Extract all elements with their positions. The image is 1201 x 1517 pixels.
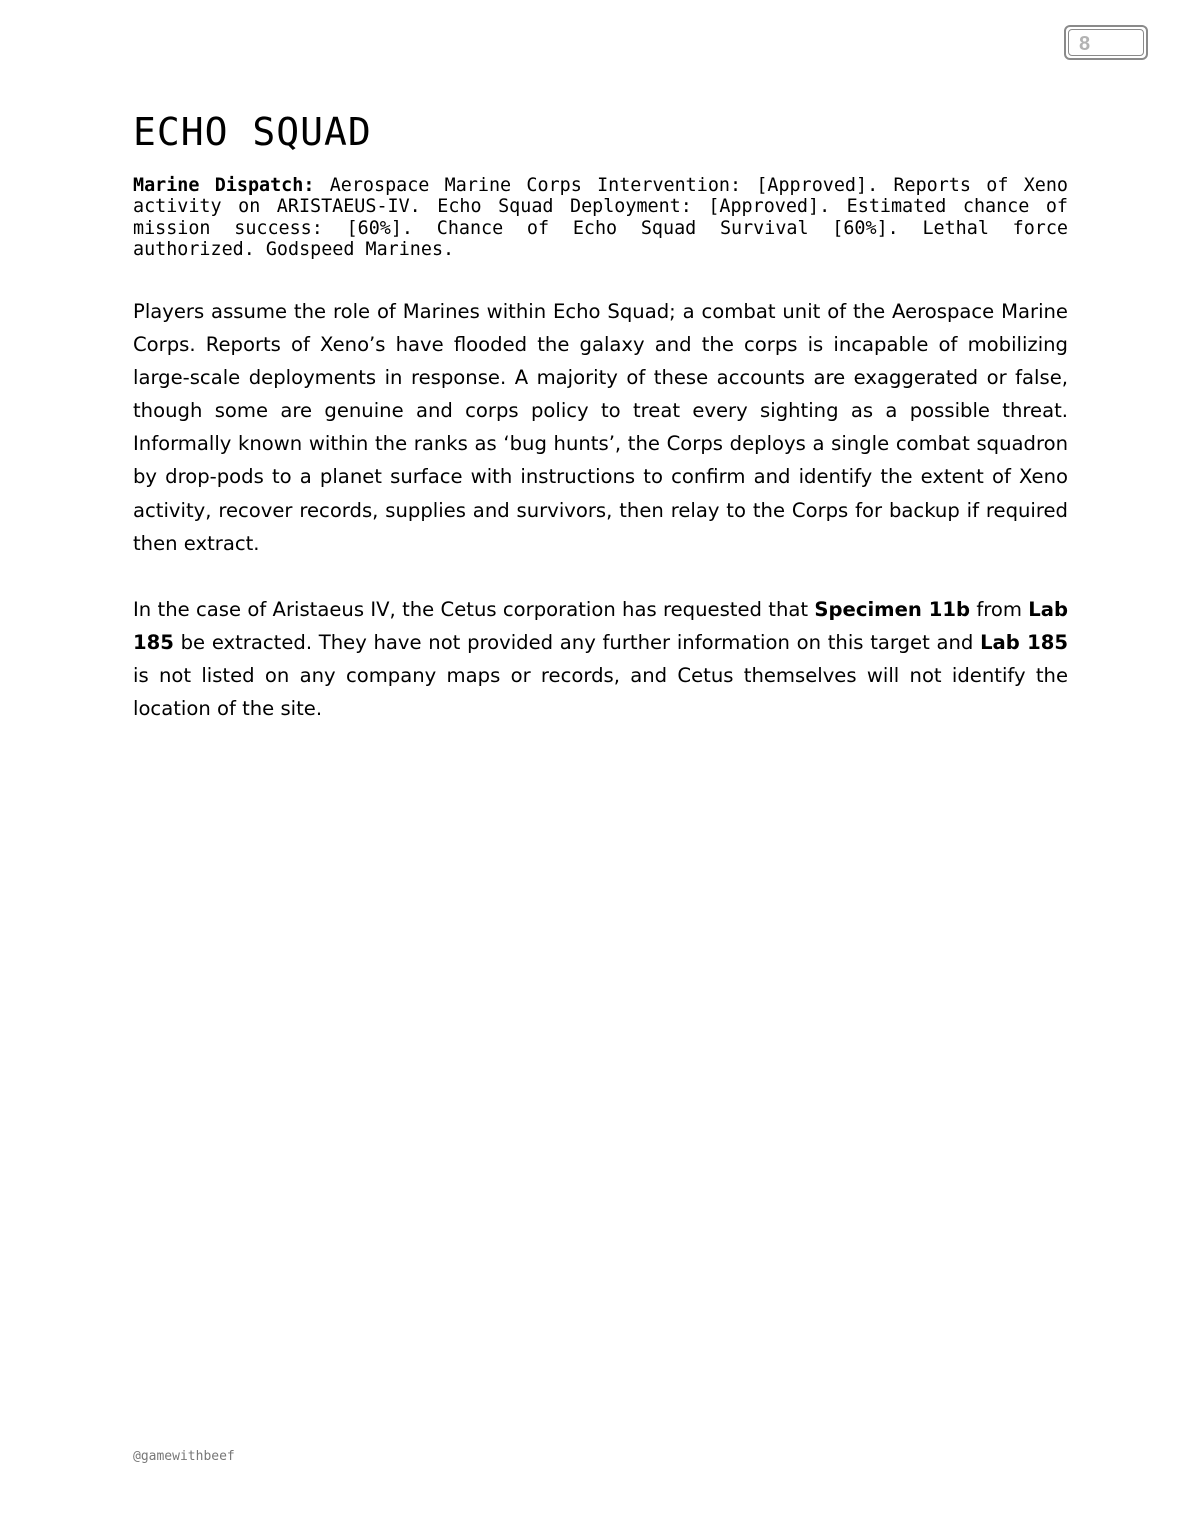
dispatch-text: Aerospace Marine Corps Intervention: [Approved]. Reports of Xeno activity on ARISTAEUS-IV. Echo Squad Deployment: [Approved]. Estimated chance of mission success: [60%]. Chance of Echo Squad Survival [60%]. Lethal force authorized. Godspeed Marines. <box>133 175 1069 260</box>
page-number-frame <box>1068 29 1144 56</box>
mission-text-3: be extracted. They have not provided any further information on this target and <box>173 631 981 655</box>
mission-text-2: from <box>970 598 1029 621</box>
dispatch-label: Marine Dispatch: <box>133 175 315 196</box>
mission-text-1: In the case of Aristaeus IV, the Cetus corporation has requested that <box>133 598 815 621</box>
page-title: ECHO SQUAD <box>133 110 372 154</box>
mission-paragraph <box>133 593 1068 725</box>
page-number: 8 <box>1079 33 1091 55</box>
footer-handle: @gamewithbeef <box>133 1449 235 1464</box>
mission-text-4: is not listed on any company maps or records, and Cetus themselves will not identify the location of the site. <box>133 664 1068 721</box>
specimen-name: Specimen 11b <box>814 598 971 621</box>
marine-dispatch <box>133 175 1068 260</box>
lab-name: Lab 185 <box>980 631 1068 655</box>
page-number-box <box>1064 25 1148 60</box>
intro-paragraph: Players assume the role of Marines within Echo Squad; a combat unit of the Aerospace Marine Corps. Reports of Xeno’s have flooded the galaxy and the corps is incapable of mobilizing large-scale deployments in response. A majority of these accounts are exaggerated or false, though some are genuine and corps policy to treat every sighting as a possible threat. Informally known within the ranks as ‘bug hunts’, the Corps deploys a single combat squadron by drop-pods to a planet surface with instructions to confirm and identify the extent of Xeno activity, recover records, supplies and survivors, then relay to the Corps for backup if required then extract. <box>133 300 1068 555</box>
lab-name: Lab 185 <box>133 598 1068 655</box>
